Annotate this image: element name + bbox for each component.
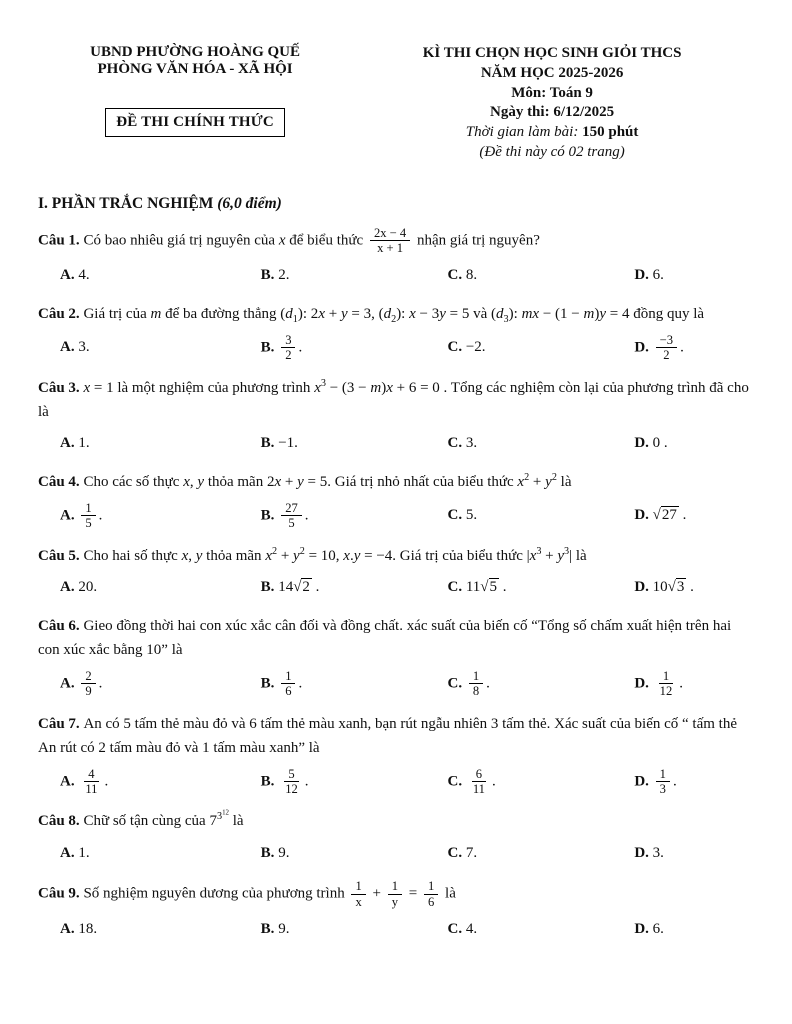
option-label: A. — [60, 267, 79, 284]
question-label: Câu 5. — [38, 547, 84, 564]
numerator: 1 — [281, 669, 295, 684]
option-label: A. — [60, 772, 79, 789]
question-block — [38, 712, 752, 797]
sqrt: √2 — [293, 579, 310, 596]
question-text: Câu 3. x = 1 là một nghiệm của phương trình $x^3 - (3 - m)x + 6 = 0$ . Tổng các nghiệm còn lại của phương trình đã cho là — [38, 377, 749, 420]
question-label: Câu 9. — [38, 885, 84, 902]
question-text: Câu 6. Gieo đồng thời hai con xúc xắc cân đối và đồng chất. xác suất của biến cố “Tổng số chấm xuất hiện trên hai con xúc xắc bằng 10” là — [38, 617, 732, 658]
exam-title-line2: NĂM HỌC 2025-2026 — [480, 64, 624, 81]
exam-duration-label: Thời gian làm bài: — [465, 124, 579, 141]
option-c: C. 11√5 . — [447, 579, 507, 596]
option-label: B. — [260, 507, 279, 524]
option-label: A. — [60, 507, 79, 524]
options-row — [38, 575, 752, 601]
fraction — [281, 767, 302, 797]
option-label: B. — [260, 675, 279, 691]
numerator: −3 — [656, 333, 677, 348]
question-text: Câu 7. An có 5 tấm thẻ màu đỏ và 6 tấm thẻ màu xanh, bạn rút ngẫu nhiên 3 tấm thẻ. Xác suất của biến cố “ tấm thẻ An rút có 2 tấm màu đỏ và 1 tấm màu xanh” là — [38, 715, 737, 756]
option-d: D. 0 . — [634, 435, 668, 452]
exam-title-line1: KÌ THI CHỌN HỌC SINH GIỎI THCS — [422, 45, 682, 61]
numerator: 5 — [284, 767, 298, 782]
option-a: A. 18. — [60, 920, 98, 937]
option-label: B. — [260, 435, 279, 452]
official-stamp-wrap — [38, 108, 352, 137]
option-label: A. — [60, 579, 79, 596]
fraction — [469, 767, 489, 797]
option-label: D. — [634, 579, 653, 596]
option-a: A. 3. — [60, 339, 90, 356]
option-label: A. — [60, 844, 79, 861]
denominator: 6 — [285, 684, 292, 699]
option-label: D. — [634, 772, 653, 789]
question-block — [38, 302, 752, 363]
radicand: 5 — [489, 579, 498, 596]
fraction — [81, 669, 95, 699]
numerator: 3 — [281, 333, 295, 348]
option-d: D. 3. — [634, 844, 664, 861]
option-b: B. 2. — [260, 267, 290, 284]
numerator: 1 — [81, 501, 95, 516]
denominator: y — [391, 894, 399, 909]
option-label: B. — [260, 339, 279, 356]
option-label: C. — [447, 920, 466, 937]
option-d: D. 10√3 . — [634, 579, 694, 596]
numerator: 6 — [472, 767, 486, 782]
option-d: D. √27 . — [634, 507, 687, 524]
question-label: Câu 4. — [38, 473, 84, 490]
option-b: B. $\frac{1}{6}$ . — [260, 668, 303, 699]
fraction — [656, 767, 670, 797]
options-row — [38, 916, 752, 942]
question-label: Câu 8. — [38, 813, 84, 830]
option-label: D. — [634, 339, 653, 356]
option-c: C. 5. — [447, 507, 478, 524]
numerator: 4 — [84, 767, 98, 782]
fraction — [656, 669, 677, 699]
question-block — [38, 376, 752, 457]
sqrt: √3 — [667, 579, 685, 596]
option-b: B. 9. — [260, 920, 290, 937]
option-label: D. — [634, 844, 653, 861]
option-c: C. −2. — [447, 339, 486, 356]
options-row — [38, 501, 752, 531]
option-label: D. — [634, 267, 653, 284]
section-heading — [38, 195, 752, 213]
fraction — [388, 879, 402, 909]
denominator: 12 — [659, 684, 673, 699]
option-c: C. $\frac{6}{11}$ . — [447, 766, 496, 796]
numerator: 1 — [659, 669, 673, 684]
option-label: A. — [60, 675, 79, 691]
org-name-line2: PHÒNG VĂN HÓA - XÃ HỘI — [97, 61, 293, 77]
question-block — [38, 809, 752, 866]
option-c: C. $\frac{1}{8}$ . — [447, 668, 490, 699]
exam-date: Ngày thi: 6/12/2025 — [489, 104, 615, 121]
sqrt: √5 — [480, 579, 498, 596]
option-d: D. $\frac{1}{12}$ . — [634, 668, 684, 699]
option-b: B. −1. — [260, 435, 298, 452]
option-d: D. $\frac{-3}{2}$ . — [634, 332, 684, 363]
exam-pages-note: (Đề thi này có 02 trang) — [479, 143, 625, 160]
question-block — [38, 226, 752, 289]
numerator: 2 — [81, 669, 95, 684]
fraction — [281, 501, 302, 531]
official-exam-stamp: ĐỀ THI CHÍNH THỨC — [105, 108, 285, 137]
question-block — [38, 614, 752, 699]
question-block — [38, 470, 752, 531]
numerator: 1 — [656, 767, 670, 782]
options-row — [38, 431, 752, 457]
denominator: 2 — [663, 348, 670, 363]
question-block — [38, 879, 752, 942]
question-text: Câu 1. Có bao nhiêu giá trị nguyên của x để biểu thức $\frac{2x - 4}{x + 1}$ nhận giá trị nguyên? — [38, 225, 540, 256]
radicand: 3 — [676, 579, 685, 596]
denominator: 8 — [472, 684, 480, 699]
question-text: Câu 8. Chữ số tận cùng của $7^{3^{12}}$ là — [38, 810, 244, 830]
fraction — [281, 669, 295, 699]
fraction — [281, 333, 295, 363]
option-label: C. — [447, 339, 466, 356]
denominator: 9 — [85, 684, 92, 699]
numerator: 2x − 4 — [370, 226, 410, 241]
option-label: C. — [447, 675, 466, 691]
option-label: B. — [260, 920, 279, 937]
exam-duration-line — [352, 123, 752, 143]
numerator: 27 — [281, 501, 302, 516]
fraction — [351, 879, 365, 909]
denominator: 3 — [659, 782, 666, 796]
option-label: D. — [634, 507, 653, 524]
option-c: C. 7. — [447, 844, 478, 861]
option-c: C. 3. — [447, 435, 478, 452]
option-label: B. — [260, 772, 279, 789]
option-a: A. $\frac{2}{9}$ . — [60, 668, 103, 699]
numerator: 1 — [424, 879, 438, 894]
exam-duration-value: 150 phút — [582, 124, 639, 141]
denominator: 12 — [285, 782, 298, 796]
option-label: B. — [260, 579, 279, 596]
question-text: Câu 5. Cho hai số thực x, y thỏa mãn $x^2 + y^2 = 10$, x.y = −4. Giá trị của biểu thức $|x^3 + y^3|$ là — [38, 545, 587, 564]
option-label: C. — [447, 267, 466, 284]
org-name-line1: UBND PHƯỜNG HOÀNG QUẾ — [90, 44, 301, 60]
questions-list — [38, 226, 752, 943]
denominator: x + 1 — [377, 241, 404, 256]
fraction — [469, 669, 483, 699]
question-label: Câu 7. — [38, 715, 84, 732]
options-row — [38, 767, 752, 797]
option-label: C. — [447, 435, 466, 452]
option-c: C. 4. — [447, 920, 478, 937]
option-a: A. 4. — [60, 267, 90, 284]
option-label: B. — [260, 267, 279, 284]
option-a: A. 1. — [60, 844, 90, 861]
numerator: 1 — [469, 669, 483, 684]
question-label: Câu 2. — [38, 305, 84, 322]
option-label: D. — [634, 435, 653, 452]
option-a: A. $\frac{4}{11}$ . — [60, 766, 109, 796]
fraction — [370, 226, 410, 256]
option-b: B. 9. — [260, 844, 290, 861]
option-b: B. 14√2 . — [260, 579, 320, 596]
section-points: (6,0 điểm) — [217, 194, 282, 212]
option-label: C. — [447, 772, 466, 789]
option-d: D. 6. — [634, 920, 664, 937]
page-header — [38, 44, 752, 163]
option-label: C. — [447, 579, 466, 596]
option-label: D. — [634, 920, 653, 937]
option-label: A. — [60, 339, 79, 356]
options-row — [38, 333, 752, 363]
option-label: C. — [447, 507, 466, 524]
option-d: D. 6. — [634, 267, 664, 284]
radicand: 2 — [302, 579, 310, 596]
options-row — [38, 263, 752, 289]
denominator: 2 — [285, 348, 292, 363]
options-row — [38, 669, 752, 699]
fraction — [424, 879, 438, 909]
question-text: Câu 9. Số nghiệm nguyên dương của phương trình $\frac{1}{x}$ + $\frac{1}{y}$ = $\frac{1}{6}$ là — [38, 879, 456, 909]
option-a: A. $\frac{1}{5}$ . — [60, 500, 103, 531]
question-label: Câu 1. — [38, 232, 84, 249]
denominator: 11 — [472, 782, 485, 796]
radicand: 27 — [661, 507, 677, 524]
denominator: 6 — [427, 894, 435, 909]
sqrt: √27 — [652, 507, 677, 524]
question-block — [38, 544, 752, 601]
option-d: D. $\frac{1}{3}$ . — [634, 766, 677, 796]
question-label: Câu 3. — [38, 379, 84, 396]
question-text: Câu 4. Cho các số thực x, y thỏa mãn 2x + y = 5. Giá trị nhỏ nhất của biểu thức $x^2 + y^2$ là — [38, 471, 572, 490]
option-a: A. 20. — [60, 579, 98, 596]
numerator: 1 — [388, 879, 402, 894]
option-a: A. 1. — [60, 435, 90, 452]
option-label: A. — [60, 435, 79, 452]
option-b: B. $\frac{5}{12}$ . — [260, 766, 309, 796]
options-row — [38, 840, 752, 866]
question-text: Câu 2. Giá trị của m để ba đường thẳng $(d_1)$: 2x + y = 3, $(d_2)$: x − 3y = 5 và $(d_3)$: mx − (1 − m)y = 4 đồng quy là — [38, 305, 705, 325]
question-label: Câu 6. — [38, 617, 84, 634]
exam-subject: Môn: Toán 9 — [511, 84, 593, 101]
section-title: I. PHẦN TRẮC NGHIỆM — [38, 194, 214, 212]
option-label: A. — [60, 920, 79, 937]
denominator: 5 — [85, 516, 92, 531]
option-label: D. — [634, 675, 653, 691]
numerator: 1 — [351, 879, 365, 894]
header-left-column — [38, 44, 352, 163]
option-b: B. $\frac{27}{5}$ . — [260, 500, 309, 531]
fraction — [656, 333, 677, 363]
denominator: 11 — [85, 782, 98, 796]
option-label: C. — [447, 844, 466, 861]
denominator: x — [355, 894, 362, 909]
header-right-column — [352, 44, 752, 163]
option-c: C. 8. — [447, 267, 478, 284]
fraction — [81, 767, 101, 797]
denominator: 5 — [288, 516, 295, 531]
fraction — [81, 501, 95, 531]
option-label: B. — [260, 844, 279, 861]
option-b: B. $\frac{3}{2}$ . — [260, 332, 303, 363]
